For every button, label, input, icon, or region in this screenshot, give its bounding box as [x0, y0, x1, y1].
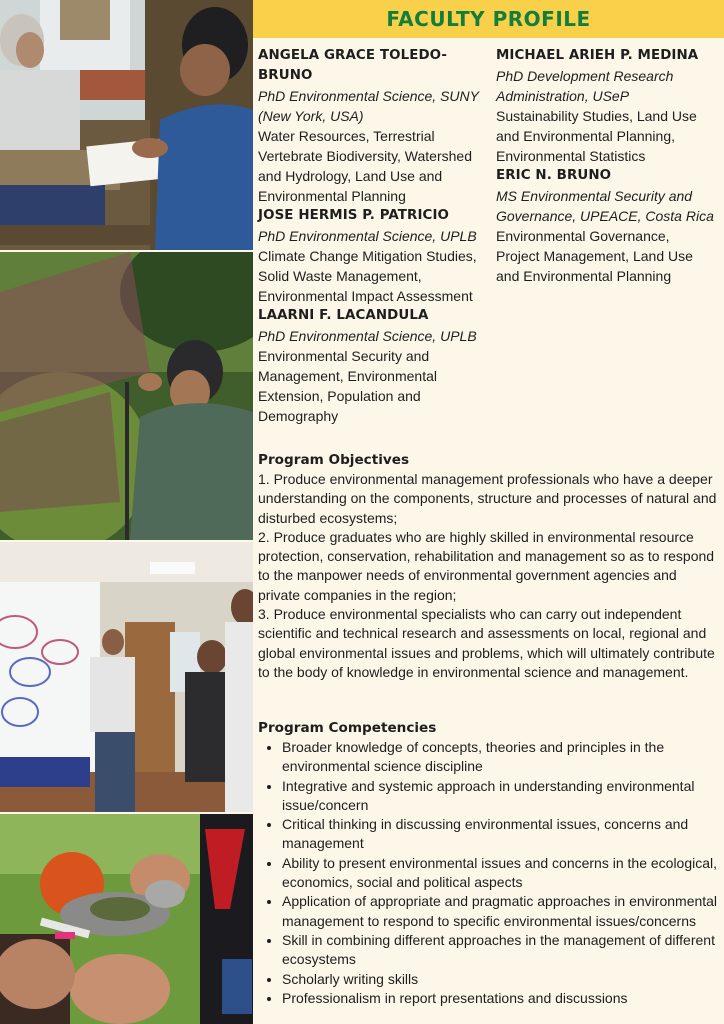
faculty-columns: [258, 46, 716, 426]
faculty-name: ERIC N. BRUNO: [496, 168, 612, 183]
faculty-name: JOSE HERMIS P. PATRICIO: [258, 208, 450, 223]
faculty-column-left: [258, 46, 496, 426]
faculty-degree: PhD Environmental Science, UPLB: [258, 328, 477, 344]
faculty-section: [258, 46, 716, 426]
faculty-column-right: [496, 46, 716, 426]
photo-field-net: [0, 252, 253, 540]
page-title: FACULTY PROFILE: [386, 7, 591, 31]
faculty-degree: PhD Development Research Administration, USeP: [496, 68, 674, 104]
faculty-expertise: Environmental Security and Management, Environmental Extension, Population and Demography: [258, 348, 437, 424]
competency-item: • Integrative and systemic approach in understanding environmental issue/concern: [282, 777, 718, 816]
competencies-heading: Program Competencies: [258, 720, 437, 736]
faculty-expertise: Water Resources, Terrestrial Vertebrate Biodiversity, Watershed and Hydrology, Land Use and Environmental Planning: [258, 128, 472, 204]
objectives-heading: Program Objectives: [258, 452, 410, 468]
faculty-entry: [258, 206, 496, 306]
faculty-name: ANGELA GRACE TOLEDO-BRUNO: [258, 48, 448, 83]
competency-item: • Ability to present environmental issues and concerns in the ecological, economics, social and political aspects: [282, 854, 718, 893]
photo-bird-tagging: [0, 814, 253, 1024]
objective-item: 1. Produce environmental management professionals who have a deeper understanding on the components, structure and processes of natural and disturbed ecosystems;: [258, 471, 717, 526]
faculty-entry: [496, 46, 716, 166]
faculty-degree: PhD Environmental Science, SUNY (New York, USA): [258, 88, 479, 124]
photo-whiteboard: [0, 542, 253, 812]
photo-column: [0, 0, 253, 1024]
competency-item: • Application of appropriate and pragmatic approaches in environmental management to respond to specific environmental issues/concerns: [282, 892, 718, 931]
faculty-name: LAARNI F. LACANDULA: [258, 308, 429, 323]
faculty-expertise: Environmental Governance, Project Management, Land Use and Environmental Planning: [496, 228, 693, 284]
program-competencies: [258, 718, 718, 1008]
title-banner: [253, 0, 724, 38]
competencies-list: [258, 738, 718, 1008]
competency-item: • Critical thinking in discussing environmental issues, concerns and management: [282, 815, 718, 854]
faculty-name: MICHAEL ARIEH P. MEDINA: [496, 48, 699, 63]
faculty-entry: [496, 166, 716, 286]
photo-interview: [0, 0, 253, 250]
faculty-expertise: Sustainability Studies, Land Use and Environmental Planning, Environmental Statistics: [496, 108, 697, 164]
faculty-degree: PhD Environmental Science, UPLB: [258, 228, 477, 244]
faculty-entry: [258, 46, 496, 206]
competency-item: • Scholarly writing skills: [282, 970, 718, 989]
objective-item: 3. Produce environmental specialists who can carry out independent scientific and technical research and assessments on local, regional and global environmental issues and problems, which will ultimately contribute to the body of knowledge in environmental science and management.: [258, 606, 715, 680]
objective-item: 2. Produce graduates who are highly skilled in environmental resource protection, conservation, rehabilitation and management so as to respond to the manpower needs of environmental government agencies and private companies in the region;: [258, 528, 715, 603]
faculty-degree: MS Environmental Security and Governance, UPEACE, Costa Rica: [496, 188, 714, 224]
faculty-entry: [258, 306, 496, 426]
competency-item: • Skill in combining different approaches in the management of different ecosystems: [282, 931, 718, 970]
program-objectives: [258, 450, 718, 682]
competency-item: • Broader knowledge of concepts, theories and principles in the environmental science discipline: [282, 738, 718, 777]
competency-item: • Professionalism in report presentations and discussions: [282, 989, 718, 1008]
faculty-expertise: Climate Change Mitigation Studies, Solid Waste Management, Environmental Impact Assessment: [258, 248, 477, 304]
